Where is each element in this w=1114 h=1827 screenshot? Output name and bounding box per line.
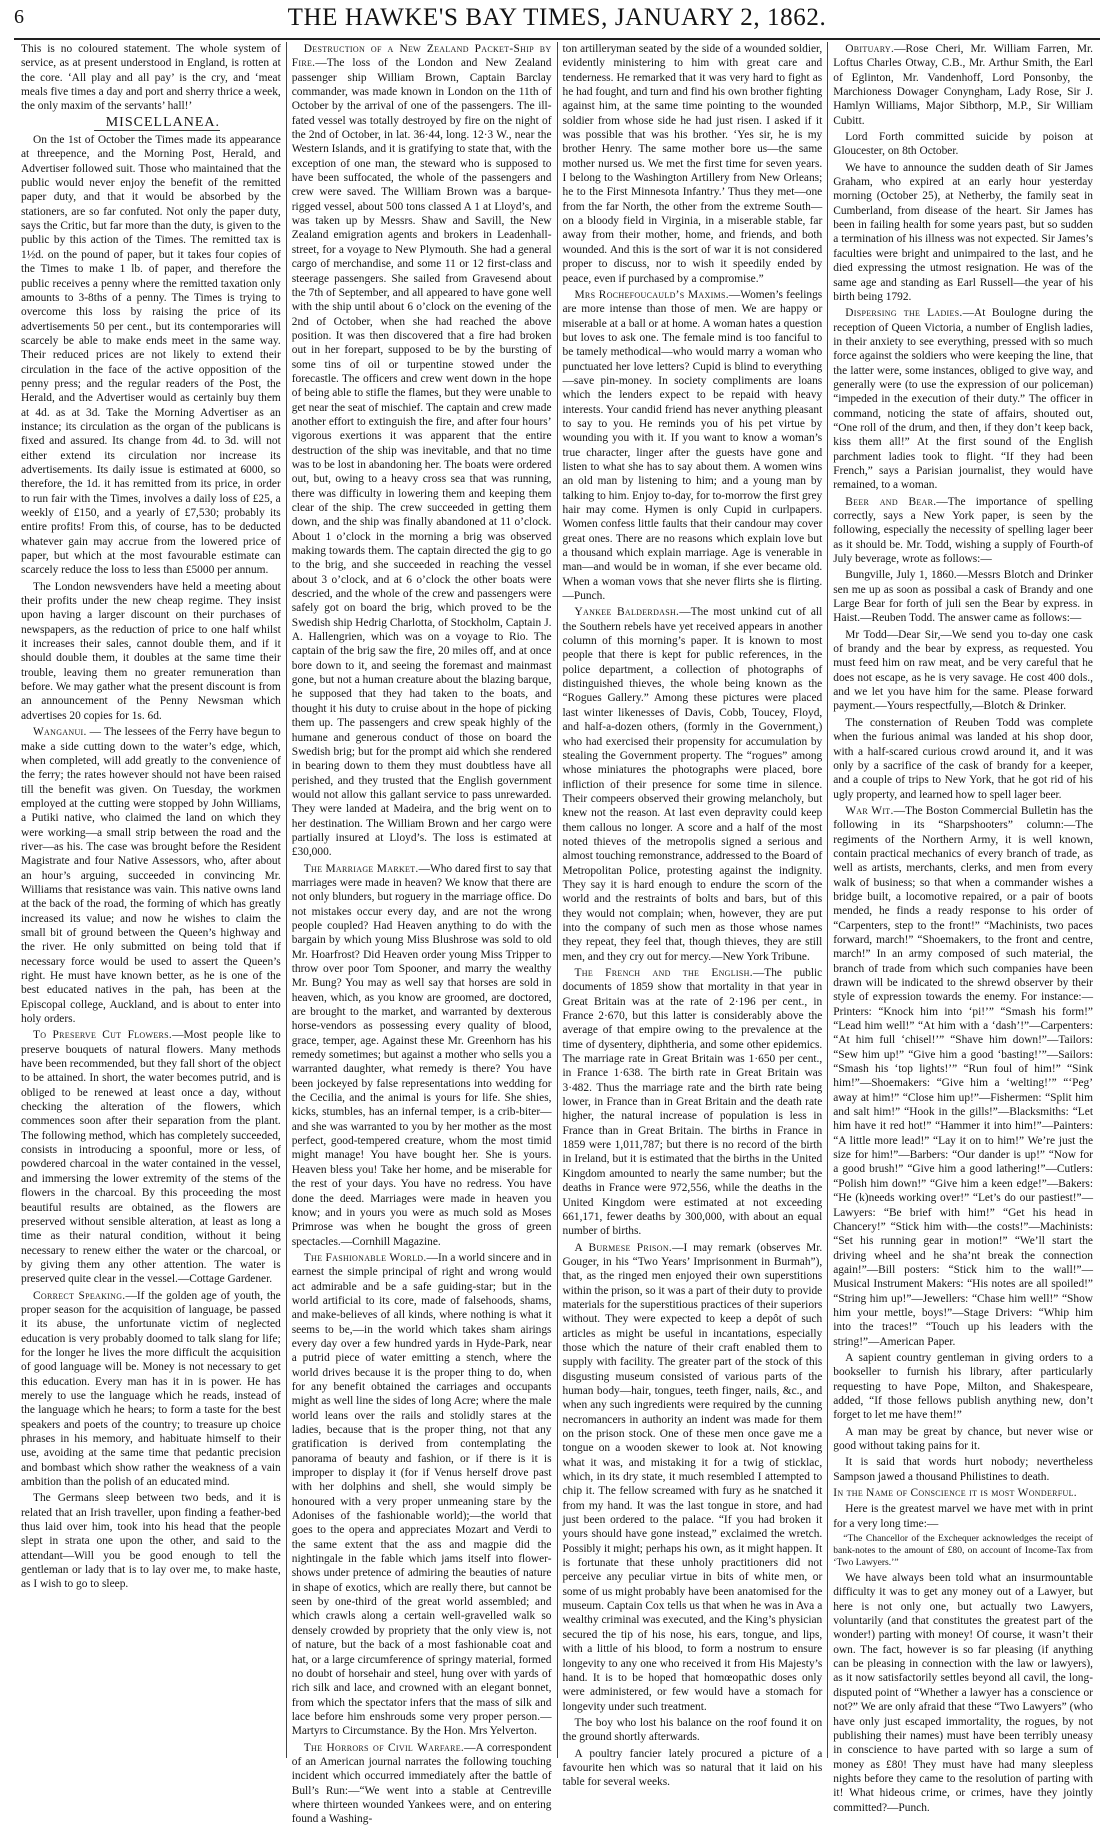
article-text: —The importance of spelling correctly, says a New York paper, is seen by the following, especially the necessity of spelling lager beer as it should be. Mr. Todd, wishing a supply of Fourth-of July beverage, wrote as follows:— <box>833 495 1093 566</box>
article-paragraph <box>563 605 823 964</box>
article-text: A man may be great by chance, but never wise or good without taking pains for it. <box>833 1425 1093 1452</box>
header-rule <box>14 38 1100 40</box>
article-text: —Who dared first to say that marriages were made in heaven? We know that there are not only blunders, but roguery in the marriage office. Do not mistakes occur every day, and are not the wrong people coupled? Had Heaven anything to do with the bargain by which young Miss Blushrose was sold to old Mr. Hoarfrost? Did Heaven order young Miss Tripper to throw over poor Tom Spooner, and marry the wealthy Mr. Bung? You may as well say that horses are sold in heaven, which, as you know are groomed, are doctored, are brought to the market, and warranted by dexterous horse-vendors as possessing every quality of blood, grace, temper, age. Against these Mr. Greenhorn has his remedy sometimes; but against a mother who sells you a warranted daughter, what remedy is there? You have been jockeyed by false representations into wedding for the Cecilia, and the animal is yours for life. She shies, kicks, stumbles, has an infernal temper, is a crib-biter—and she was warranted to you by her mother as the most perfect, good-tempered creature, whom the most timid might manage! You have bought her. She is yours. Heaven bless you! Take her home, and be miserable for the rest of your days. You have no redress. You have done the deed. Marriages were made in heaven you know; and in yours you were as much sold as Moses Primrose was when he bought the gross of green spectacles.—Cornhill Magazine. <box>291 862 552 1248</box>
article-text: ton artilleryman seated by the side of a wounded soldier, evidently ministering to him with great care and tenderness. He remarked that it was very hard to fight as he had fought, and turn and find his own brother fighting against him, at the same time pointing to the wounded soldier from whose side he had just risen. I asked if it was possible that was his brother. ‘Yes sir, he is my brother Henry. The same mother bore us—the same mother nursed us. We met the first time for seven years. I belong to the Washington Artillery from New Orleans; he to the First Minnesota Infantry.’ Thus they met—one from the far North, the other from the extreme South—on a bloody field in Virginia, in a miserable stable, far away from their mother, home, and friends, and both wounded. And this is the sort of war it is not considered proper to discuss, nor to wish it speedily ended by peace, even if purchased by a compromise.” <box>562 43 823 285</box>
article-paragraph <box>833 1571 1093 1815</box>
article-text: Mr Todd—Dear Sir,—We send you to-day one cask of brandy and the bear by express, as requested. You must feed him on raw meat, and be very careful that he does not escape, as he is very savage. He cost 400 dols., and we let you have him for the same. Please forward payment.—Yours respectfully,—Blotch & Drinker. <box>833 628 1093 713</box>
article-text: —The loss of the London and New Zealand passenger ship William Brown, Captain Barclay commander, was made known in London on the 11th of October by the arrival of one of the passengers. The ill-fated vessel was totally destroyed by fire on the night of the 2nd of October, in lat. 36·44, long. 12·3 W., near the Western Islands, and it is gratifying to state that, with the exception of one man, the steward who is supposed to have been suffocated, the whole of the passengers and crew were saved. The William Brown was a barque-rigged vessel, about 500 tons classed A 1 at Lloyd’s, and was taken up by Messrs. Shaw and Savill, the New Zealand emigration agents and brokers in Leadenhall-street, for a voyage to New Plymouth. She had a general cargo of merchandise, and some 11 or 12 first-class and steerage passengers. She sailed from Gravesend about the 7th of September, and all appeared to have gone well with the ship until about 6 o’clock on the evening of the 2nd of October, when she had reached the above position. It was then discovered that a fire had broken out in her forepart, supposed to be by the bursting of some tins of oil or turpentine stowed under the forecastle. The officers and crew went down in the hope of being able to stifle the flames, but they were unable to get near the seat of mischief. The captain and crew made another effort to extinguish the fire, and after four hours’ vigorous exertions it was apparent that the entire destruction of the ship was inevitable, and that no time was to be lost in abandoning her. The boats were ordered out, but, owing to a heavy cross sea that was running, there was difficulty in lowering them and keeping them clear of the ship. The crew succeeded in getting them down, and the ship was finally abandoned at 11 o’clock. About 1 o’clock in the morning a brig was observed making towards them. The captain directed the gig to go to the brig, and she succeeded in reaching the vessel about 3 o’clock, and at 6 o’clock the other boats were descried, and the whole of the crew and passengers were safely got on board the brig, which proved to be the Swedish ship Hedrig Charlotta, of Stockholm, Captain J. A. Hallengrien, which was on a voyage to Rio. The captain of the brig saw the fire, 20 miles off, and at once bore down to it, and seeing the foremast and mainmast gone, but not a human creature about the blazing barque, he supposed that they had taken to the boats, and thought it his duty to cruise about in the hope of picking them up. The passengers and crew speak highly of the humane and generous conduct of those on board the Swedish brig; but for the prompt aid which she rendered in bearing down to them they must doubtless have all perished, and they trusted that the English government would not allow this gallant service to pass unrewarded. They were landed at Madeira, and the brig went on to her destination. The William Brown and her cargo were partially insured at Lloyd’s. The loss is estimated at £30,000. <box>291 57 552 859</box>
article-paragraph <box>292 1251 552 1739</box>
columns <box>16 42 1098 1826</box>
article-lead: A Burmese Prison. <box>574 1241 673 1254</box>
quoted-notice: “The Chancellor of the Exchequer acknowledges the receipt of bank-notes to the amount of £80, on account of Income-Tax from ‘Two Lawyers.’” <box>833 1533 1093 1569</box>
article-text: —A correspondent of an American journal narrates the following touching incident which occurred immediately after the battle of Bull’s Run:—“We went into a stable at Centreville where thirteen wounded Yankees were, and on entering found a Washing- <box>291 1741 552 1826</box>
article-text: A poultry fancier lately procured a picture of a favourite hen which was so natural that it laid on his table for several weeks. <box>562 1747 823 1789</box>
article-paragraph <box>833 1455 1093 1484</box>
article-text: Here is the greatest marvel we have met with in print for a very long time:— <box>833 1503 1093 1530</box>
article-text: A sapient country gentleman in giving orders to a bookseller to furnish his library, after particularly requesting to have Pope, Milton, and Shakespeare, added, “If those fellows publish anything new, don’t forget to let me have them!” <box>833 1351 1093 1422</box>
article-lead: Wanganui. <box>33 726 87 739</box>
article-text: On the 1st of October the Times made its appearance at threepence, and the Morning Post, Herald, and Advertiser followed suit. Those who maintained that the public would never enjoy the benefit of the remitted paper duty, and that it would be absorbed by the stationers, are so far confuted. Not only the paper duty, says the Critic, but far more than the duty, is given to the public by this action of the Times. The remitted tax is 1½d. on the pound of paper, but it takes four copies of the Times to make 1 lb. of paper, and therefore the public receives a penny where the remitted taxation only amounts to 3-8ths of a penny. The Times is trying to overcome this loss by raising the price of its advertisements 50 per cent., but its contemporaries will scarcely be able to make ends meet in the same way. Their reduced prices are not likely to extend their circulation in the face of the active opposition of the penny press; and the regular readers of the Post, the Herald, and the Advertiser would as certainly buy them at 4d. as at 3d. Take the Morning Advertiser as an instance; its circulation as the organ of the publicans is fixed and assured. Its change from 4d. to 3d. will not either extend its circulation nor increase its advertisements. Its daily issue is estimated at 6000, so therefore, the 1d. it has remitted from its price, in order to run fair with the Times, involves a daily loss of £25, a weekly of £150, and a yearly of £7,530; probably its entire profits! From this, of course, has to be deducted whatever gain may accrue from the lowered price of paper, but which at the most favourable estimate can scarcely reduce the loss to less than £5000 per annum. <box>21 134 281 577</box>
article-lead: The Fashionable World. <box>303 1251 427 1264</box>
article-subheading: In the Name of Conscience it is most Wonderful. <box>833 1487 1077 1500</box>
article-paragraph <box>833 130 1093 159</box>
article-paragraph <box>833 42 1093 128</box>
article-paragraph <box>21 1028 281 1286</box>
article-text: —At Boulogne during the reception of Queen Victoria, a number of English ladies, in their anxiety to see everything, pressed with so much force against the soldiers who were keeping the line, that the latter were, some instances, obliged to give way, and generally were (to use the expression of our policeman) “impeded in the execution of their duty.” The officer in command, noticing the state of affairs, shouted out, “One roll of the drum, and then, if they don’t keep back, kiss them all!” At the first sound of the English parchment ladies took to flight. “If they had been French,” says a Parisian journalist, they would have remained, to a woman. <box>833 307 1093 492</box>
article-paragraph <box>292 862 552 1249</box>
article-paragraph <box>292 1741 552 1827</box>
article-paragraph <box>833 495 1093 567</box>
article-paragraph <box>563 1747 823 1790</box>
column-1 <box>16 42 286 1758</box>
article-lead: War Wit. <box>845 804 894 817</box>
article-text: The consternation of Reuben Todd was complete when the furious animal was landed at his shop door, with a half-scared curious crowd around it, and it was only by a sacrifice of the cask of brandy for a keeper, and a couple of trips to New York, that he got rid of his ugly property, and learned how to spell lager beer. <box>833 716 1093 801</box>
article-lead: Beer and Bear. <box>845 495 937 508</box>
article-paragraph <box>21 42 281 114</box>
article-text: —I may remark (observes Mr. Gouger, in his “Two Years’ Imprisonment in Burmah”), that, as the ringed men enjoyed their own superstitions within the prison, so it was a part of their duty to provide materials for the superstitious practices of their superiors without. They were expected to keep a depôt of such articles as might be useful in incantations, especially those which the nature of their craft enabled them to supply with facility. The greater part of the stock of this disgusting museum consisted of various parts of the human body—hair, tongues, teeth finger, nails, &c., and when any such ingredients were required by the cunning necromancers in authority an indent was made for them on the prison stock. One of these men once gave me a tongue on a wooden skewer to look at. Not knowing what it was, and mistaking it for a twig of sticklac, which, in its dry state, it much resembled I attempted to chip it. The fellow screamed with fury as he snatched it from my hand. It was the last tongue in store, and had just been ordered to the palace. “If you had broken it yours should have gone instead,” exclaimed the wretch. Possibly it might; perhaps his own, as it might happen. It is fortunate that these unholy practitioners did not perceive any peculiar virtue in bits of white men, or some of us might probably have been anatomised for the museum. Captain Cox tells us that when he was in Ava a wealthy criminal was executed, and the King’s physician secured the tip of his nose, his ears, tongue, and lips, with a little of his blood, to form a nostrum to ensure longevity to any one who received it from His Majesty’s hand. It is to be hoped that homœopathic doses only were administered, or few would have a stomach for longevity under such treatment. <box>562 1241 823 1713</box>
article-paragraph <box>292 42 552 860</box>
article-text: —The Boston Commercial Bulletin has the following in its “Sharpshooters” column:—The regiments of the Northern Army, it is well known, contain practical mechanics of every branch of trade, as well as artists, merchants, clerks, and men from every walk of business; so that when a commander wishes a bridge built, a locomotive repaired, or a pair of boots mended, he finds a ready response to his order of “Carpenters, step to the front!” “Machinists, two paces forward, march!” “Shoemakers, to the front and centre, march!” In an army composed of such material, the branch of trade from which such companies have been drawn will be indicated to the shrewd observer by their style of expression towards the enemy. For instance:—Printers: “Knock him into ‘pi!’” “Smash his form!” “Lead him well!” “At him with a ‘dash’!”—Carpenters: “At him full ‘chisel!’” “Shave him down!”—Tailors: “Sew him up!” “Give him a good ‘basting!’”—Sailors: “Smash his ‘top lights!’” “Run foul of him!” “Sink him!”—Shoemakers: “Give him a ‘welting!’” “‘Peg’ away at him!” “Close him up!”—Fishermen: “Split him and salt him!” “Hook in the gills!”—Blacksmiths: “Let him have it red hot!” “Hammer it into him!”—Painters: “A little more lead!” “Lay it on to him!” We’re just the size for him!”—Barbers: “Our dander is up!” “Now for a good brush!” “Give him a good lathering!”—Cutlers: “Polish him down!” “Give him a keen edge!”—Bakers: “He (k)needs working over!” “Let’s do our pastiest!”—Lawyers: “Be brief with him!” “Get his head in Chancery!” “Stick him with—the costs!”—Machinists: “Set his running gear in motion!” “We’ll start the driving wheel and he sha’nt break the connection again!”—Bill posters: “Stick him to the wall!”—Musical Instrument Makers: “His notes are all spoiled!” “String him up!”—Jewellers: “Chase him well!” “Show him your mettle, boys!”—Stage Drivers: “Whip him into the traces!” “Touch up his leaders with the string!”—American Paper. <box>833 804 1093 1348</box>
article-paragraph <box>563 288 823 604</box>
article-paragraph <box>21 1491 281 1591</box>
article-paragraph <box>833 1425 1093 1454</box>
article-lead: Yankee Balderdash. <box>574 606 680 619</box>
article-paragraph <box>833 306 1093 492</box>
article-lead: Correct Speaking. <box>33 1289 126 1302</box>
article-paragraph <box>21 133 281 578</box>
article-text: —In a world sincere and in earnest the simple principal of right and wrong would act admirable and be a safe guiding-star; but in the world artificial to its core, made of falsehoods, shams, and make-believes of all kinds, where nothing is what it seems to be,—in the world which takes sham airings every day over a few hundred yards in Hyde-Park, near a putrid piece of water emitting a stench, where the world drives because it is the proper thing to do, when for any benefit obtained the carriages and occupants might as well line the sides of long Acre; where the male world leans over the rails and stolidly stares at the ladies, because that is the proper thing, not that any gratification is derived from contemplating the panorama of beauty and fashion, or if there is it is improper to display it (for if Venus herself drove past with her dolphins and shell, she would simply be honoured with a very proper unmeaning stare by the Adonises of the fashionable world);—the world that goes to the opera and appreciates Mozart and Verdi to the same extent that the ass and magpie did the nightingale in the fable which jams itself into flower-shows under pretence of admiring the beauties of nature in shape of exotics, which are really there, but cannot be seen by one-third of the great world assembled; and which crawls along a certain well-gravelled walk so densely crowded by propriety that the only view is, not of nature, but the back of a most fashionable coat and hat, or a large circumference of springy material, formed no doubt of horsehair and steel, hung over with yards of rich silk and lace, and crowned with an elegant bonnet, from which the spectator infers that the mass of silk and lace before him enshrouds some very proper person.—Martyrs to Circumstance. By the Hon. Mrs Yelverton. <box>291 1251 552 1738</box>
article-text: This is no coloured statement. The whole system of service, as at present understood in England, is rotten at the core. ‘All play and all pay’ is the cry, and ‘meat meals five times a day and port and sherry thrice a week, the only maxim of the servants’ hall!’ <box>21 43 281 113</box>
page-number: 6 <box>14 6 24 28</box>
article-text: The boy who lost his balance on the roof found it on the ground shortly afterwards. <box>562 1716 823 1744</box>
article-paragraph <box>21 580 281 723</box>
article-text: —Women’s feelings are more intense than those of men. We are happy or miserable at a ball or at home. A woman hates a question but loves to ask one. The female mind is too fanciful to be tamely methodical—who would marry a woman who punctuated her love letters? Cupid is blind to everything—save pin-money. In society compliments are loans which the lenders expect to be repaid with heavy interests. Your candid friend has never anything pleasant to say to you. He reminds you of his pet virtue by wounding you with it. If you want to know a woman’s true character, linger after the guests have gone and listen to what she has to say about them. A women wins an old man by listening to him; and a young man by talking to him. Enjoy to-day, for to-morrow the first grey hair may come. Hymen is only Cupid in curlpapers. Women confess little faults that their candour may cover great ones. There are no reasons which explain love but a thousand which explain marriage. Age is venerable in man—and would be in woman, if she ever became old. When a woman vows that she never flirts she is flirting.—Punch. <box>562 288 823 603</box>
column-4 <box>827 42 1098 1814</box>
article-text: We have always been told what an insurmountable difficulty it was to get any money out of a Lawyer, but here is not only one, but actually two Lawyers, voluntarily (and that constitutes the greatest part of the wonder!) parting with money! Of course, it wasn’t their own. The fact, however is so far pleasing (if anything can be pleasing in connection with the law or lawyers), as it now satisfactorily settles beyond all cavil, the long-disputed point of “Whether a lawyer has a conscience or not?” We are only afraid that these “Two Lawyers” (who have only just escaped immortality, the rogues, by not publishing their names) must have been terribly uneasy in conscience to have parted with so large a sum of money as £80! They must have had many sleepless nights before they came to the resolution of parting with it! What hideous crime, or crimes, have they jointly committed?—Punch. <box>833 1572 1093 1814</box>
article-text: —The public documents of 1859 show that mortality in that year in Great Britain was at the rate of 2·196 per cent., in France 2·670, but this latter is considerably above the average of that empire owing to the prevalence at the time of dysentery, diphtheria, and some other epidemics. The marriage rate in Great Britain was 1·650 per cent., in France 1·638. The birth rate in Great Britain was 3·482. Thus the marriage rate and the birth rate being lower, in France than in Great Britain and the death rate higher, the natural increase of population is less in France than in Great Britain. The births in France in 1859 were 1,011,787; but there is no record of the birth in Ireland, but it is estimated that the births in the United Kingdom amounted to nearly the same number; but the deaths in France were 972,556, while the deaths in the United Kingdom were estimated at not exceeding 661,171, fewer deaths by 300,000, with about an equal number of births. <box>562 967 823 1238</box>
article-text: —The most unkind cut of all the Southern rebels have yet received appears in another column of this morning’s paper. It is known to most people that there is kept for public references, in the police department, a collection of photographs of distinguished thieves, the whole being known as the “Rogues Gallery.” Among these pictures were placed last winter likenesses of Davis, Cobb, Toucey, Floyd, and half-a-dozen others, (formly in the Government,) who had exercised their propensity for accumulation by stealing the Government property. The “rogues” among whose miniatures the photographs were placed, bore infliction of their presence for some time in silence. Their compeers observed their growing melancholy, but knew not the reason. At last even depravity could keep them callous no longer. A score and a half of the most noted thieves of the metropolis signed a serious and almost touching remonstrance, addressed to the Board of Metropolitan Police, protesting against the indignity. They say it is hard enough to endure the scorn of the world and the restraints of bolts and bars, but of this they would not complain; when, however, they are put into the company of such men as those whose names they repeat, they feel that, though thieves, they are still men, and they cry out for mercy.—New York Tribune. <box>562 606 823 963</box>
section-heading-text: MISCELLANEA. <box>94 116 220 131</box>
article-paragraph <box>21 1289 281 1490</box>
masthead-title: THE HAWKE'S BAY TIMES, JANUARY 2, 1862. <box>287 4 827 31</box>
article-text: Lord Forth committed suicide by poison at Gloucester, on 8th October. <box>833 131 1093 158</box>
article-lead: Destruction of a New Zealand Packet-Ship by Fire. <box>291 43 552 70</box>
article-lead: Dispersing the Ladies. <box>845 307 963 320</box>
article-paragraph <box>563 1241 823 1714</box>
article-text: Bungville, July 1, 1860.—Messrs Blotch and Drinker sen me up as soon as possibal a cask of Brandy and one Large Bear for forth of juli sen the Bear by express. in Haist.—Reuben Todd. The answer came as follows:— <box>833 569 1093 625</box>
article-text: The London newsvenders have held a meeting about their profits under the new cheap regime. They insist upon having a larger discount on their purchases of newspapers, as the reduction of price to one half whilst it increases their sales, cannot double them, and if it should double them, it doubles at the same time their trouble, leaving them no greater remuneration than before. We may gather what the present discount is from an announcement of the Penny Newsman which advertises 20 copies for 1s. 6d. <box>21 580 281 722</box>
article-lead: Mrs Rochefoucauld’s Maxims. <box>574 288 729 301</box>
article-text: —Rose Cheri, Mr. William Farren, Mr. Loftus Charles Otway, C.B., Mr. Arthur Smith, the Earl of Eglinton, Mr. Vandenhoff, Lord Ponsonby, the Marchioness Dowager Conyngham, Lady Rose, Sir J. Hamlyn Williams, Major Sibthorp, M.P., Sir William Cubitt. <box>833 43 1093 127</box>
article-lead: To Preserve Cut Flowers. <box>33 1029 173 1042</box>
article-text: The Germans sleep between two beds, and it is related that an Irish traveller, upon finding a feather-bed thus laid over him, took into his head that the people slept in strata one upon the other, and said to the attendant—Will you be good enough to tell the gentleman or lady that is to lay over me, to make haste, as I wish to go to sleep. <box>21 1492 281 1591</box>
article-text: —Most people like to preserve bouquets of natural flowers. Many methods have been recommended, but they fall short of the object to be attained. In short, the water becomes putrid, and is obliged to be renewed at least once a day, without checking the alteration of the flowers, which commences soon after their separation from the plant. The following method, which has completely succeeded, consists in introducing a spoonful, more or less, of powdered charcoal in the water contained in the vessel, and immersing the lower extremity of the stems of the flowers in the charcoal. By this proceeding the most beautiful results are obtained, as the flowers are preserved without sensible alteration, at least as long a time as their natural condition, without it being necessary to renew either the water or the charcoal, or by giving them any other attention. The water is preserved quite clear in the vessel.—Cottage Gardener. <box>21 1029 281 1286</box>
article-paragraph <box>833 804 1093 1349</box>
article-paragraph <box>833 628 1093 714</box>
article-lead: The French and the English. <box>574 967 753 979</box>
article-text: We have to announce the sudden death of Sir James Graham, who expired at an early hour yesterday morning (October 25), at Netherby, the family seat in Cumberland, from disease of the heart. Sir James has been in failing health for some years past, but so sudden a termination of his illness was not expected. Sir James’s faculties were bright and unimpaired to the last, and he died expressing the utmost resignation. He was of the same age and standing as Earl Russell—the year of his birth being 1792. <box>833 161 1093 303</box>
article-paragraph <box>563 1716 823 1745</box>
article-paragraph <box>833 568 1093 625</box>
article-paragraph <box>833 1351 1093 1423</box>
article-lead: The Horrors of Civil Warfare. <box>303 1741 465 1754</box>
column-3 <box>557 42 828 1789</box>
article-paragraph <box>563 966 823 1239</box>
article-paragraph <box>563 42 823 286</box>
article-lead: Obituary. <box>845 43 895 55</box>
column-2 <box>286 42 557 1826</box>
article-lead: The Marriage Market. <box>303 862 419 875</box>
article-paragraph <box>833 161 1093 304</box>
article-paragraph <box>21 725 281 1026</box>
article-text: —If the golden age of youth, the proper season for the acquisition of language, be passed it its abuse, the unfortunate victim of neglected education is very probably doomed to talk slang for life; for the longer he lives the more difficult the acquisition of good language will be. Money is not necessary to get this education. Every man has it in is power. He has merely to use the language which he reads, instead of the language which he hears; to form a taste for the best speakers and poets of the country; to treasure up choice phrases in his memory, and habituate himself to their use, avoiding at the same time that pedantic precision and bombast which show rather the weakness of a vain ambition than the polish of an educated mind. <box>21 1289 281 1489</box>
article-paragraph <box>833 1502 1093 1531</box>
article-text: — The lessees of the Ferry have begun to make a side cutting down to the water’s edge, which, when completed, will add greatly to the convenience of the ferry; the rates however should not have been raised till the benefit was given. On Tuesday, the workmen employed at the cutting were stopped by John Williams, a Putiki native, who claimed the land on which they were working—a small strip between the road and the river—as his. The case was brought before the Resident Magistrate and four Native Assessors, who, after about an hour’s arguing, succeeded in convincing Mr. Williams that resistance was vain. This native owns land at the back of the road, the forming of which has greatly increased its value; and now he wishes to claim the small bit of ground between the Queen’s highway and the river. He only submitted on being told that if necessary force would be used to assert the Queen’s right. He must have known better, as he is one of the best educated natives in the pah, has been at the Episcopal college, Auckland, and is about to enter into holy orders. <box>21 726 281 1026</box>
section-heading <box>21 116 281 131</box>
article-paragraph <box>833 716 1093 802</box>
article-text: It is said that words hurt nobody; nevertheless Sampson jawed a thousand Philistines to death. <box>833 1456 1093 1483</box>
